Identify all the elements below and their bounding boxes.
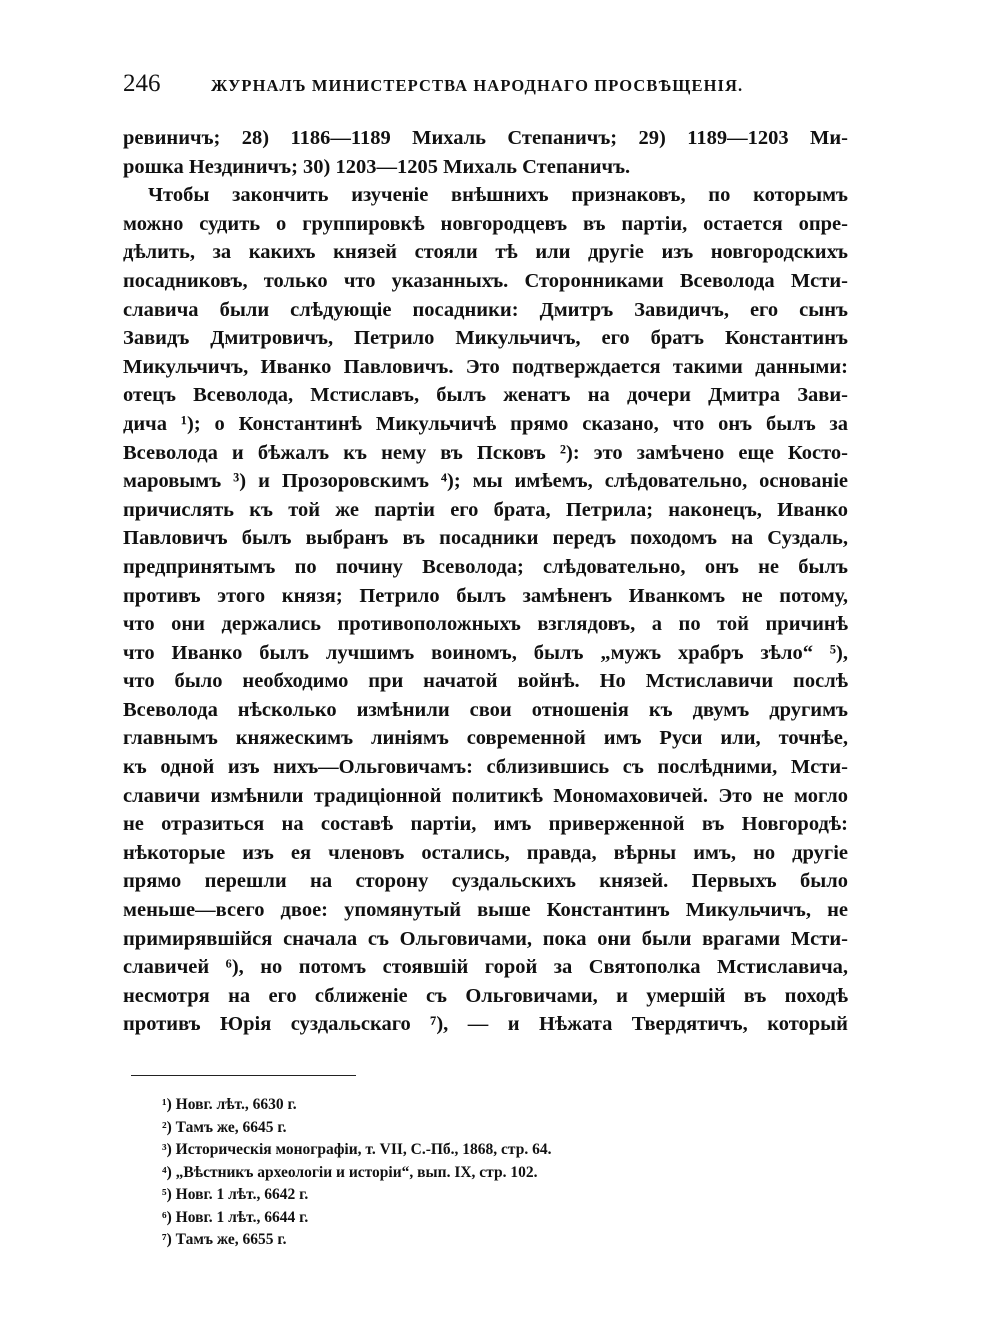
text-line: славича были слѣдующіе посадники: Дмитръ Завидичъ, его сынъ <box>123 298 848 321</box>
text-line: можно судить о группировкѣ новгородцевъ въ партіи, остается опре- <box>123 212 848 235</box>
text-line: противъ Юрія суздальскаго ⁷), — и Нѣжата Твердятичъ, который <box>123 1013 848 1036</box>
text-line: что Иванко былъ лучшимъ воиномъ, былъ „мужъ храбръ зѣло“ ⁵), <box>123 641 848 664</box>
page-header <box>123 70 848 110</box>
text-line: славичей ⁶), но потомъ стоявшій горой за Святополка Мстиславича, <box>123 956 848 979</box>
text-line: нѣкоторые изъ ея членовъ остались, правда, вѣрны имъ, но другіе <box>123 841 848 864</box>
text-line: Всеволода нѣсколько измѣнили свои отношенія къ двумъ другимъ <box>123 698 848 721</box>
text-line: Завидъ Дмитровичъ, Петрило Микульчичъ, его братъ Константинъ <box>123 327 848 350</box>
text-line: предпринятымъ по почину Всеволода; слѣдовательно, онъ не былъ <box>123 555 848 578</box>
text-line: не отразиться на составѣ партіи, имъ приверженной въ Новгородѣ: <box>123 813 848 836</box>
footnote: ¹) Новг. лѣт., 6630 г. <box>162 1096 297 1113</box>
document-page <box>123 70 848 1252</box>
text-line: что они держались противоположныхъ взглядовъ, а по той причинѣ <box>123 613 848 636</box>
text-line: примирявшійся сначала съ Ольговичами, пока они были врагами Мсти- <box>123 927 848 950</box>
text-line: отецъ Всеволода, Мстиславъ, былъ женатъ на дочери Дмитра Зави- <box>123 384 848 407</box>
text-line: главнымъ княжескимъ линіямъ современной имъ Руси или, точнѣе, <box>123 727 848 750</box>
text-line: Павловичъ былъ выбранъ въ посадники передъ походомъ на Суздаль, <box>123 527 848 550</box>
text-line: дѣлить, за какихъ князей стояли тѣ или другіе изъ новгородскихъ <box>123 241 848 264</box>
text-line: Микульчичъ, Иванко Павловичъ. Это подтверждается такими данными: <box>123 355 848 378</box>
text-line: меньше—всего двое: упомянутый выше Константинъ Микульчичъ, не <box>123 899 848 922</box>
footnotes <box>123 1094 848 1252</box>
text-line: ревиничъ; 28) 1186—1189 Михаль Степаничъ; 29) 1189—1203 Ми- <box>123 127 848 149</box>
footnote: ²) Тамъ же, 6645 г. <box>162 1118 287 1136</box>
text-line: славичи измѣнили традиціонной политикѣ Мономаховичей. Это не могло <box>123 784 848 807</box>
text-line: Всеволода и бѣжалъ къ нему въ Псковъ ²): это замѣчено еще Косто- <box>123 441 848 464</box>
footnote: ⁴) „Вѣстникъ археологіи и исторіи“, вып. IX, стр. 102. <box>162 1163 538 1181</box>
text-line: несмотря на его сближеніе съ Ольговичами, и умершій въ походѣ <box>123 984 848 1007</box>
footnote: ⁵) Новг. 1 лѣт., 6642 г. <box>162 1186 309 1203</box>
text-line: къ одной изъ нихъ—Ольговичамъ: сблизившись съ послѣдними, Мсти- <box>123 756 848 779</box>
text-line: маровымъ ³) и Прозоровскимъ ⁴); мы имѣемъ, слѣдовательно, основаніе <box>123 470 848 493</box>
text-line: рошка Нездиничъ; 30) 1203—1205 Михаль Степаничъ. <box>123 155 631 178</box>
text-line: Чтобы закончить изученіе внѣшнихъ признаковъ, по которымъ <box>148 184 848 207</box>
footnote-divider <box>131 1075 356 1076</box>
text-line: причислять къ той же партіи его брата, Петрила; наконецъ, Иванко <box>123 498 848 521</box>
text-line: противъ этого князя; Петрило былъ замѣненъ Иванкомъ не потому, <box>123 584 848 607</box>
page-number: 246 <box>123 70 161 97</box>
text-line: прямо перешли на сторону суздальскихъ князей. Первыхъ было <box>123 870 848 893</box>
body-text <box>123 124 848 1039</box>
text-line: посадниковъ, только что указанныхъ. Сторонниками Всеволода Мсти- <box>123 269 848 292</box>
text-line: что было необходимо при начатой войнѣ. Но Мстиславичи послѣ <box>123 670 848 693</box>
footnote: ⁶) Новг. 1 лѣт., 6644 г. <box>162 1208 309 1226</box>
footnote: ³) Историческія монографіи, т. VII, С.-Пб., 1868, стр. 64. <box>162 1141 552 1158</box>
text-line: дича ¹); о Константинѣ Микульчичѣ прямо сказано, что онъ былъ за <box>123 412 848 435</box>
footnote: ⁷) Тамъ же, 6655 г. <box>162 1231 287 1248</box>
running-title: ЖУРНАЛЪ МИНИСТЕРСТВА НАРОДНАГО ПРОСВѢЩЕНІЯ. <box>211 76 744 95</box>
